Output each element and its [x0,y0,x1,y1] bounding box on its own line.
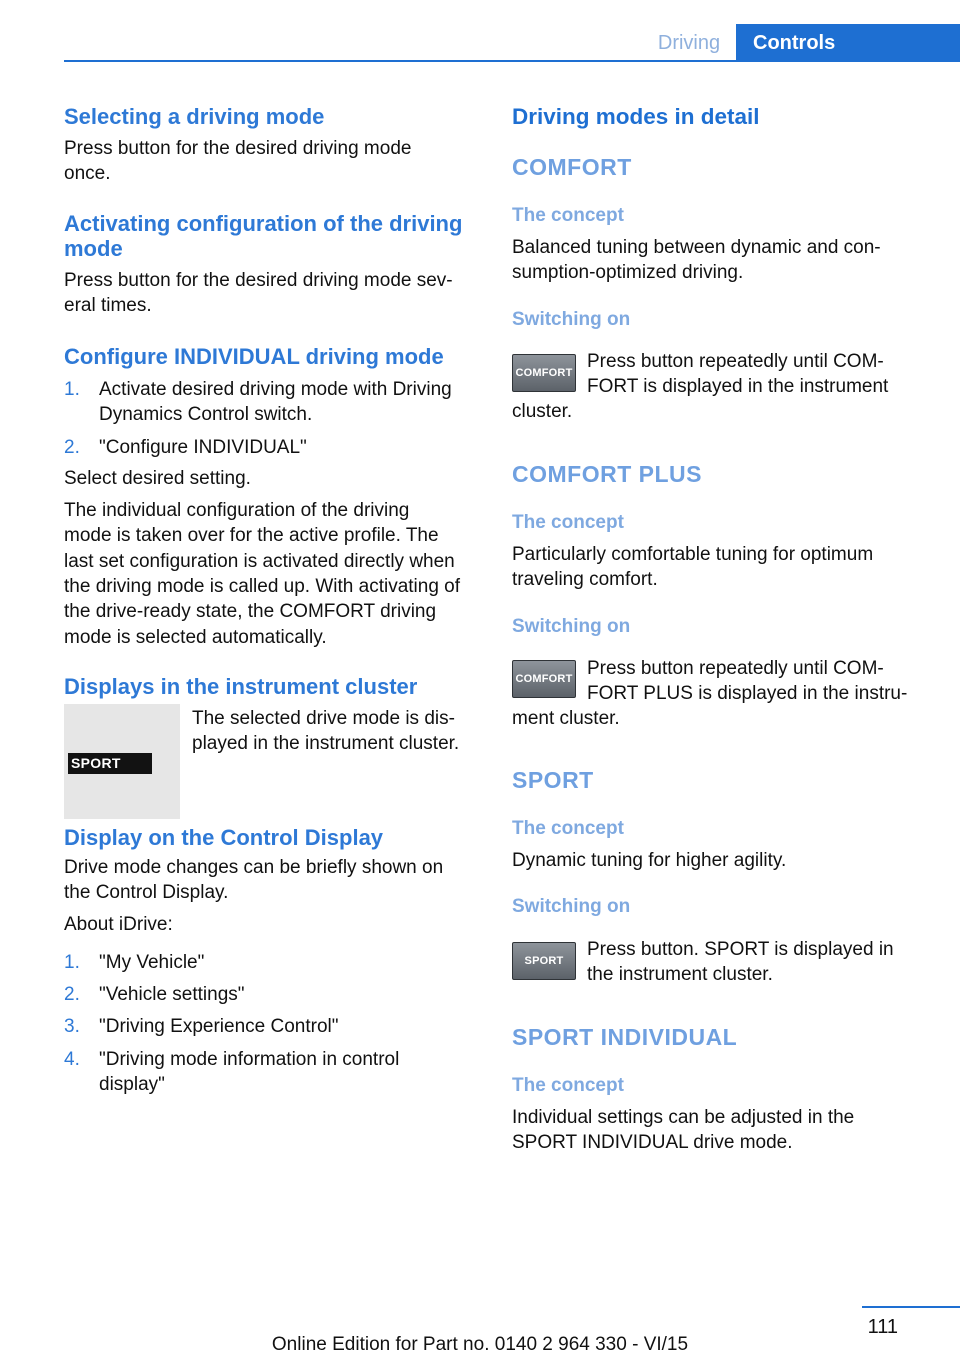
heading-control-display: Display on the Control Display [64,825,384,850]
header-rule [64,60,960,62]
heading-configure-individual: Configure INDIVIDUAL driving mode [64,344,444,369]
configure-paragraph [64,498,482,650]
heading-driving-modes-in-detail-block [512,104,932,130]
sport-concept-heading: The concept [512,818,624,839]
footer-rule [862,1306,960,1308]
idrive-steps-list [64,950,482,1097]
sport-button-image [512,942,576,980]
sport-individual-concept-line2: SPORT INDIVIDUAL drive mode. [512,1132,793,1154]
step-number: 3. [64,1016,80,1038]
step-text-line2: Dynamics Control switch. [99,404,313,426]
section-instrument-cluster [64,674,482,699]
step-text-line1: "Driving mode information in control [99,1048,400,1070]
comfort-switching-text [587,349,937,400]
sport-switching-text [587,937,937,988]
comfort-plus-switching-heading: Switching on [512,615,631,637]
step-text-line1: Activate desired driving mode with Driving [99,379,452,400]
heading-selecting-driving-mode: Selecting a driving mode [64,104,325,129]
section-activating-configuration [64,211,482,319]
sport-switch-line1: Press button. SPORT is displayed in [587,939,894,960]
step-text-line1: "Configure INDIVIDUAL" [99,436,307,458]
comfort-plus-switching-cont [512,706,932,731]
step-text-line1: "Driving Experience Control" [99,1016,339,1038]
list-item [64,1014,482,1039]
sport-individual-concept-line1: Individual settings can be adjusted in the [512,1107,855,1128]
sport-concept-line1: Dynamic tuning for higher agility. [512,850,787,871]
sport-cluster-display-image [64,704,180,819]
heading-driving-modes-in-detail: Driving modes in detail [512,104,760,129]
comfort-plus-concept-line1: Particularly comfortable tuning for optimum [512,544,874,565]
section-control-display [64,825,482,1097]
comfort-plus-concept-line2: traveling comfort. [512,569,658,591]
section-sport [512,767,932,918]
activating-text-line1: Press button for the desired driving mode sev‐ [64,270,453,291]
page-number: 111 [867,1316,898,1338]
comfort-switching-cont [512,399,932,424]
list-item [64,377,482,428]
comfort-plus-concept-heading: The concept [512,512,624,533]
selecting-text-line2: once. [64,163,111,185]
cluster-text-line2: played in the instrument cluster. [192,733,460,755]
step-text-line2: display" [99,1074,165,1096]
configure-para-line: mode is taken over for the active profile. The [64,525,439,547]
cluster-text [192,706,487,757]
heading-sport: SPORT [512,767,594,793]
section-selecting-driving-mode [64,104,482,187]
comfort-concept-line1: Balanced tuning between dynamic and con‐ [512,237,881,258]
step-number: 2. [64,984,80,1006]
sport-switch-line2: the instrument cluster. [587,964,773,986]
step-number: 4. [64,1048,80,1070]
comfort-button-image [512,354,576,392]
control-display-line2: the Control Display. [64,882,229,904]
heading-sport-individual: SPORT INDIVIDUAL [512,1024,738,1050]
step-number: 1. [64,379,80,400]
sport-switching-heading: Switching on [512,896,631,918]
comfort-plus-button-image [512,660,576,698]
cluster-text-line1: The selected drive mode is dis‐ [192,708,455,729]
selecting-text-line1: Press button for the desired driving mode [64,138,412,159]
heading-instrument-cluster: Displays in the instrument cluster [64,674,418,699]
control-display-line1: Drive mode changes can be briefly shown on [64,857,444,878]
comfort-plus-switching-text [587,656,947,707]
configure-para-line: last set configuration is activated directly when [64,550,455,572]
heading-comfort: COMFORT [512,154,632,180]
configure-para-line: mode is selected automatically. [64,626,327,648]
header-chapter-controls: Controls [736,24,960,62]
step-text-line1: "Vehicle settings" [99,984,245,1006]
comfort-plus-switch-line3: ment cluster. [512,708,620,729]
configure-select-text: Select desired setting. [64,467,251,489]
comfort-plus-switch-line1: Press button repeatedly until COM‐ [587,658,884,679]
footer-edition: Online Edition for Part no. 0140 2 964 330 - VI/15 [271,1334,689,1355]
comfort-concept-heading: The concept [512,205,624,226]
sport-individual-concept-heading: The concept [512,1075,624,1096]
heading-activating-line1: Activating configuration of the driving [64,211,463,236]
heading-comfort-plus: COMFORT PLUS [512,461,702,487]
section-comfort-plus [512,461,932,638]
comfort-button-label: COMFORT [515,367,573,379]
step-number: 1. [64,951,80,973]
step-number: 2. [64,436,80,458]
comfort-concept-line2: sumption-optimized driving. [512,262,744,284]
list-item [64,982,482,1007]
section-configure-individual [64,344,482,650]
step-text-line1: "My Vehicle" [99,951,205,973]
comfort-plus-switch-line2: FORT PLUS is displayed in the instru‐ [587,683,908,705]
comfort-switch-line2: FORT is displayed in the instrument [587,376,889,398]
list-item [64,950,482,975]
about-idrive-text: About iDrive: [64,913,173,935]
comfort-switching-heading: Switching on [512,308,631,330]
list-item [64,1047,482,1098]
sport-button-label: SPORT [524,955,564,967]
sport-badge: SPORT [68,753,152,774]
comfort-plus-button-label: COMFORT [515,673,573,685]
activating-text-line2: eral times. [64,295,152,317]
configure-para-line: the drive-ready state, the COMFORT driving [64,601,437,623]
section-sport-individual [512,1024,932,1156]
configure-para-line: The individual configuration of the driving [64,500,410,522]
header-section-driving: Driving [657,32,721,54]
list-item [64,435,482,460]
section-comfort [512,154,932,331]
heading-activating-line2: mode [64,236,123,261]
comfort-switch-line1: Press button repeatedly until COM‐ [587,351,884,372]
configure-steps-list [64,377,482,460]
configure-para-line: the driving mode is called up. With activating of [64,576,461,598]
comfort-switch-line3: cluster. [512,401,573,422]
